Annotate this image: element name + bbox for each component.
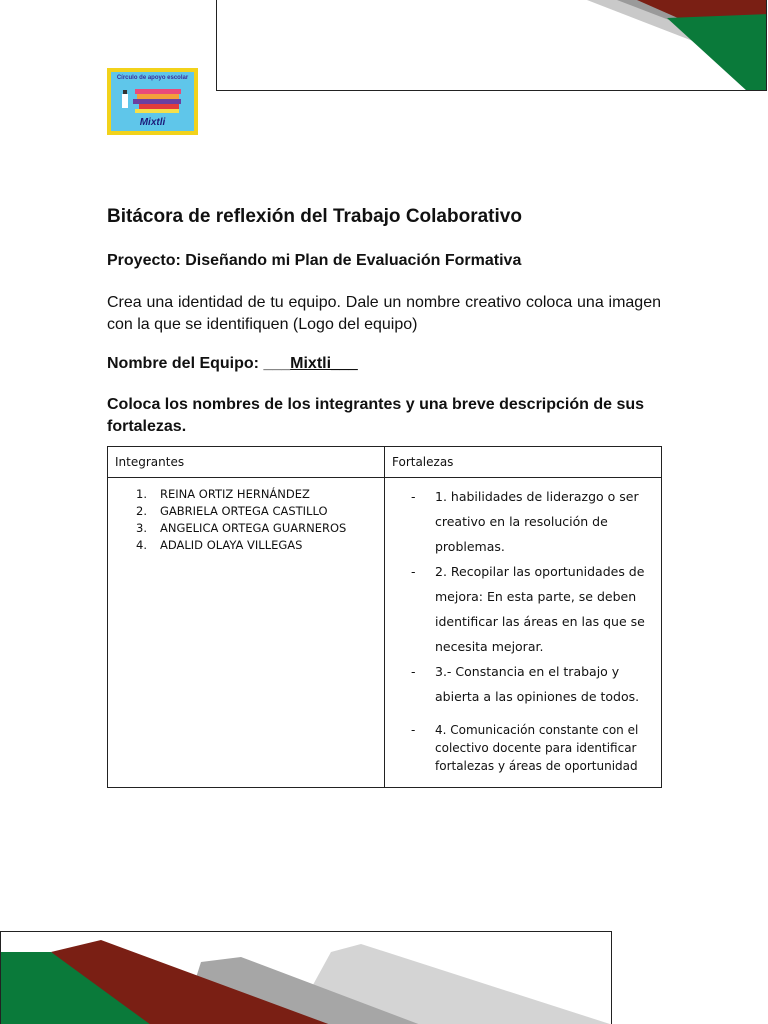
members-prompt: Coloca los nombres de los integrantes y una breve descripción de sus fortalezas.: [107, 396, 645, 435]
table-header-row: [108, 447, 662, 478]
list-item: - 4. Comunicación constante con el colectivo docente para identificar fortalezas y áreas de oportunidad: [411, 723, 639, 773]
members-table: [107, 446, 662, 788]
list-item: 4. ADALID OLAYA VILLEGAS: [136, 538, 303, 552]
team-name-line: [107, 355, 358, 373]
team-name-label: Nombre del Equipo: ___: [107, 355, 291, 372]
members-list: [108, 478, 384, 554]
logo-tagline: Círculo de apoyo escolar: [116, 75, 189, 81]
table-row: [108, 478, 662, 788]
members-cell: [108, 478, 385, 788]
footer-stripes: [1, 932, 612, 1024]
logo-name: Mixtli: [139, 117, 166, 128]
team-name-value: Mixtli___: [290, 355, 358, 372]
list-item: 3. ANGELICA ORTEGA GUARNEROS: [136, 521, 347, 535]
header-stripes: [217, 0, 767, 91]
list-item: - 1. habilidades de liderazgo o ser creativo en la resolución de problemas.: [411, 489, 639, 554]
strengths-list: [385, 478, 661, 775]
list-item: - 3.- Constancia en el trabajo y abierta a las opiniones de todos.: [411, 664, 640, 704]
page-title: Bitácora de reflexión del Trabajo Colaborativo: [107, 206, 522, 227]
project-subtitle: Proyecto: Diseñando mi Plan de Evaluación Formativa: [107, 252, 522, 269]
list-item: 1. REINA ORTIZ HERNÁNDEZ: [136, 487, 310, 501]
footer-decoration-box: [0, 931, 612, 1024]
instruction-text: Crea una identidad de tu equipo. Dale un nombre creativo coloca una imagen con la que se identifiquen (Logo del equipo): [107, 294, 661, 333]
strengths-cell: [385, 478, 662, 788]
header-decoration-box: [216, 0, 767, 91]
list-item: - 2. Recopilar las oportunidades de mejora: En esta parte, se deben identificar las áreas en las que se necesita mejorar.: [411, 564, 645, 654]
header-fortalezas: Fortalezas: [385, 447, 662, 478]
list-item: 2. GABRIELA ORTEGA CASTILLO: [136, 504, 328, 518]
team-logo: [107, 68, 198, 135]
header-integrantes: Integrantes: [108, 447, 385, 478]
